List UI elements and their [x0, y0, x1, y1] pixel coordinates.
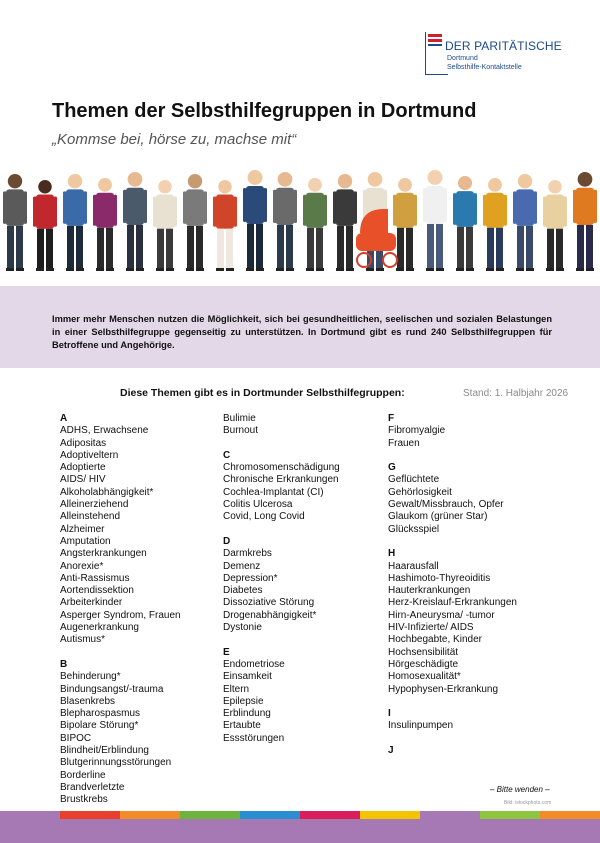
topic-item: Aortendissektion	[60, 585, 134, 597]
stripe-segment	[420, 811, 480, 819]
topic-item: Anti-Rassismus	[60, 572, 130, 584]
person-figure	[573, 172, 597, 271]
topics-column-2	[223, 413, 340, 745]
topic-item: Insulinpumpen	[388, 720, 454, 732]
topic-item: Gewalt/Missbrauch, Opfer	[388, 499, 504, 511]
topic-item: Hochbegabte, Kinder	[388, 634, 482, 646]
topics-heading: Diese Themen gibt es in Dortmunder Selbsthilfegruppen:	[120, 387, 405, 399]
page-subtitle: „Kommse bei, hörse zu, machse mit“	[52, 131, 297, 148]
logo-name: DER PARITÄTISCHE	[445, 39, 562, 53]
footer-band	[0, 819, 600, 843]
stripe-segment	[300, 811, 360, 819]
stripe-segment	[0, 811, 60, 819]
topic-item: Fibromyalgie	[388, 425, 446, 437]
topic-item: Amputation	[60, 535, 111, 547]
letter-heading: G	[388, 462, 396, 474]
topic-item: Hauterkrankungen	[388, 585, 471, 597]
topic-item: Hypophysen-Erkrankung	[388, 683, 499, 695]
letter-heading: I	[388, 708, 391, 720]
topic-item: Alleinerziehend	[60, 499, 129, 511]
stripe-segment	[240, 811, 300, 819]
topic-item: Angsterkrankungen	[60, 548, 147, 560]
letter-heading: C	[223, 449, 231, 461]
stripe-segment	[360, 811, 420, 819]
person-figure	[3, 174, 27, 271]
topic-item: Blindheit/Erblindung	[60, 745, 149, 757]
topic-item: Drogenabhängigkeit*	[223, 609, 317, 621]
topic-item: AIDS/ HIV	[60, 474, 106, 486]
topic-item: Hirn-Aneurysma/ -tumor	[388, 609, 495, 621]
letter-heading: H	[388, 548, 396, 560]
topic-item: Eltern	[223, 683, 250, 695]
topic-item: Glaukom (grüner Star)	[388, 511, 488, 523]
topic-item: Haarausfall	[388, 560, 439, 572]
topic-item: Alzheimer	[60, 523, 105, 535]
topic-item: Alkoholabhängigkeit*	[60, 486, 154, 498]
topic-item: Blutgerinnungsstörungen	[60, 757, 172, 769]
please-turn-over: – Bitte wenden –	[490, 785, 550, 794]
topic-item: Arbeiterkinder	[60, 597, 123, 609]
page-title: Themen der Selbsthilfegruppen in Dortmund	[52, 100, 477, 122]
topic-item: Darmkrebs	[223, 548, 272, 560]
person-figure	[303, 178, 327, 271]
topic-item: Herz-Kreislauf-Erkrankungen	[388, 597, 517, 609]
topic-item: Chronische Erkrankungen	[223, 474, 339, 486]
topic-item: BIPOC	[60, 732, 92, 744]
topic-item: ADHS, Erwachsene	[60, 425, 149, 437]
logo-stripes-icon	[428, 34, 442, 46]
topic-item: Epilepsie	[223, 695, 264, 707]
topic-item: Ertaubte	[223, 720, 261, 732]
topic-item: Covid, Long Covid	[223, 511, 305, 523]
topic-item: Anorexie*	[60, 560, 104, 572]
letter-heading: E	[223, 646, 230, 658]
letter-heading: A	[60, 413, 68, 424]
topic-item: Essstörungen	[223, 732, 285, 744]
topic-item: Gehörlosigkeit	[388, 486, 452, 498]
letter-heading: F	[388, 413, 395, 424]
topic-item: Chromosomenschädigung	[223, 462, 340, 474]
stripe-segment	[60, 811, 120, 819]
topic-item: Blasenkrebs	[60, 695, 116, 707]
topic-item: Colitis Ulcerosa	[223, 499, 293, 511]
topic-item: Glücksspiel	[388, 523, 440, 535]
person-figure	[453, 176, 477, 271]
letter-heading: D	[223, 535, 231, 547]
topic-item: Hörgeschädigte	[388, 658, 459, 670]
stripe-segment	[480, 811, 540, 819]
topic-item: Adipositas	[60, 437, 107, 449]
topic-item: Depression*	[223, 572, 278, 584]
topics-column-3	[388, 413, 517, 757]
topic-item: Dissoziative Störung	[223, 597, 315, 609]
intro-paragraph: Immer mehr Menschen nutzen die Möglichkeit, sich bei gesundheitlichen, seelischen und sozialen Belastungen in einer Selbsthilfegruppe gegenseitig zu unterstützen. In Dortmund gibt es rund 240 Selbsthilfegruppen für Betroffene und Angehörige.	[52, 314, 552, 350]
letter-heading: J	[388, 745, 394, 757]
topic-item: Einsamkeit	[223, 671, 272, 683]
stripe-segment	[180, 811, 240, 819]
topic-item: Bipolare Störung*	[60, 720, 139, 732]
topic-item: Blepharospasmus	[60, 708, 141, 720]
topic-item: Demenz	[223, 560, 261, 572]
topic-item: Brandverletzte	[60, 781, 125, 793]
stripe-segment	[540, 811, 600, 819]
color-stripe	[0, 811, 600, 819]
image-credit: Bild: istockphoto.com	[504, 800, 552, 806]
person-figure	[243, 170, 267, 271]
topic-item: Frauen	[388, 437, 420, 449]
topic-item: Autismus*	[60, 634, 106, 646]
person-figure	[513, 174, 537, 271]
person-figure	[213, 180, 237, 271]
logo-city: Dortmund	[447, 55, 478, 62]
topic-item: Borderline	[60, 769, 106, 781]
topic-item: HIV-Infizierte/ AIDS	[388, 622, 474, 634]
topic-item: Adoptierte	[60, 462, 106, 474]
person-figure	[33, 180, 57, 271]
topic-item: Hochsensibilität	[388, 646, 459, 658]
topic-item: Brustkrebs	[60, 794, 108, 806]
topic-item: Asperger Syndrom, Frauen	[60, 609, 181, 621]
person-figure	[63, 174, 87, 271]
topic-item: Cochlea-Implantat (CI)	[223, 486, 324, 498]
topics-column-1	[60, 413, 181, 807]
person-figure	[483, 178, 507, 271]
person-figure	[183, 174, 207, 271]
topic-item: Adoptiveltern	[60, 449, 119, 461]
paritaetische-logo	[425, 32, 575, 74]
person-figure	[153, 180, 177, 271]
topic-item: Behinderung*	[60, 671, 121, 683]
topic-item: Hashimoto-Thyreoiditis	[388, 572, 491, 584]
topic-item: Augenerkrankung	[60, 622, 139, 634]
person-figure	[93, 178, 117, 271]
person-figure	[273, 172, 297, 271]
logo-department: Selbsthilfe-Kontaktstelle	[447, 64, 522, 71]
person-figure	[423, 170, 447, 271]
topic-item: Homosexualität*	[388, 671, 461, 683]
topic-item: Erblindung	[223, 708, 271, 720]
topic-item: Geflüchtete	[388, 474, 440, 486]
person-figure	[543, 180, 567, 271]
topic-item: Endometriose	[223, 658, 285, 670]
topic-item: Alleinstehend	[60, 511, 121, 523]
stand-date: Stand: 1. Halbjahr 2026	[463, 388, 569, 399]
topic-item: Bulimie	[223, 413, 256, 424]
people-illustration	[0, 155, 600, 275]
topic-item: Burnout	[223, 425, 259, 437]
topic-item: Bindungsangst/-trauma	[60, 683, 164, 695]
person-figure	[123, 172, 147, 271]
letter-heading: B	[60, 658, 68, 670]
person-figure	[333, 174, 357, 271]
topic-item: Dystonie	[223, 622, 262, 634]
topic-item: Diabetes	[223, 585, 263, 597]
stripe-segment	[120, 811, 180, 819]
